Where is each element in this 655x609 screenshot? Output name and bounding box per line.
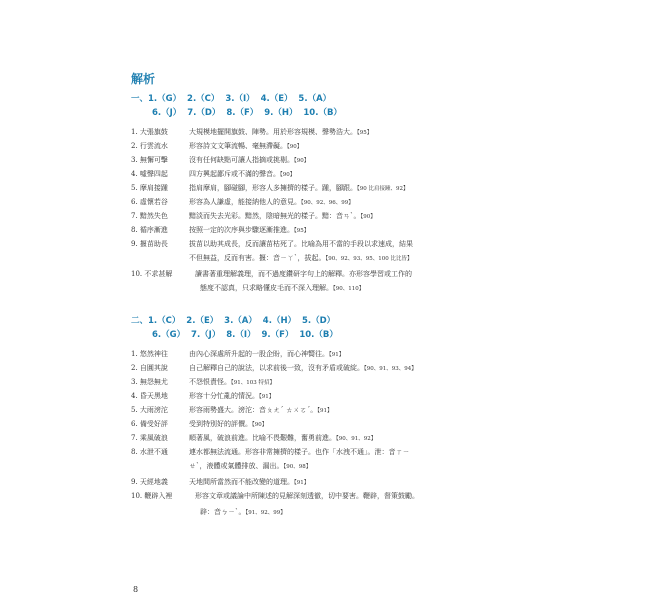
list-item — [131, 238, 531, 251]
item-definition: 形容雨勢盛大。滂沱：音ㄆㄤˊ ㄊㄨㄛˊ。 — [189, 406, 318, 414]
list-item — [131, 446, 531, 459]
list-item — [131, 362, 531, 375]
item-reference: 【91】 — [259, 394, 275, 400]
item-definition: 受到特別好的評價。 — [189, 420, 252, 428]
item-reference: 【90、92、93、95、100 比比皆】 — [325, 256, 413, 262]
item-definition: 形容為人謙虛，能接納他人的意見。 — [189, 198, 301, 206]
item-definition: 天地間所當然而不能改變的道理。 — [189, 478, 294, 486]
item-reference: 【90、91、93、94】 — [364, 366, 417, 372]
item-term: 3. 無懈可擊 — [131, 156, 168, 164]
answers-line-1b: 6.（J） 7.（D） 8.（F） 9.（H） 10.（B） — [152, 108, 342, 118]
item-term: 10. 不求甚解 — [131, 270, 173, 278]
answers-line-2a: 二、1.（C） 2.（E） 3.（A） 4.（H） 5.（D） — [131, 316, 336, 326]
list-item — [131, 140, 531, 153]
item-continuation — [189, 252, 413, 265]
item-reference: 【91、103 特招】 — [231, 380, 275, 386]
list-item — [131, 126, 531, 139]
item-reference: 【90、110】 — [333, 286, 365, 292]
item-reference: 【90、92、96、99】 — [301, 200, 354, 206]
item-definition: 不怨恨責怪。 — [189, 378, 231, 386]
item-term: 10. 鞭辟入裡 — [131, 492, 173, 500]
item-continuation — [200, 506, 286, 519]
item-term: 5. 摩肩接踵 — [131, 184, 168, 192]
item-term: 1. 悠然神往 — [131, 350, 168, 358]
item-reference: 【91】 — [294, 480, 310, 486]
list-item — [131, 168, 531, 181]
item-reference: 【90】 — [360, 214, 376, 220]
item-term: 9. 天經地義 — [131, 478, 168, 486]
answers-line-2b: 6.（G） 7.（J） 8.（I） 9.（F） 10.（B） — [152, 330, 338, 340]
list-item — [131, 348, 531, 361]
list-item — [131, 490, 531, 503]
item-term: 2. 自圓其說 — [131, 364, 168, 372]
item-reference: 【90】 — [280, 172, 296, 178]
item-definition: 由內心深處所升起的一股企盼，而心神嚮往。 — [189, 350, 329, 358]
continuation-text: ㄝˋ，液體或氣體排放、漏出。 — [189, 462, 284, 470]
item-reference: 【90、91、92】 — [336, 436, 377, 442]
item-term: 9. 揠苗助長 — [131, 240, 168, 248]
item-definition: 按照一定的次序與步驟逐漸推進。 — [189, 226, 294, 234]
item-term: 5. 大雨滂沱 — [131, 406, 168, 414]
page-number: 8 — [133, 585, 139, 594]
item-reference: 【90】 — [287, 144, 303, 150]
item-reference: 【91】 — [329, 352, 345, 358]
list-item — [131, 196, 531, 209]
item-definition: 形容十分忙亂的情況。 — [189, 392, 259, 400]
item-term: 8. 循序漸進 — [131, 226, 168, 234]
list-item — [131, 224, 531, 237]
item-reference: 【90】 — [294, 158, 310, 164]
item-reference: 【90 比肩接踵、92】 — [357, 186, 409, 192]
item-reference: 【90】 — [252, 422, 268, 428]
item-definition: 大規模地擺開旗鼓、陣勢。用於形容規模、聲勢浩大。 — [189, 128, 357, 136]
list-item — [131, 268, 531, 281]
item-term: 1. 大張旗鼓 — [131, 128, 168, 136]
item-reference: 【95】 — [357, 130, 373, 136]
item-reference: 【91】 — [317, 408, 333, 414]
item-definition: 連水都無法流通。形容非常擁擠的樣子。也作「水洩不通」。泄：音ㄒㄧ — [189, 448, 410, 456]
item-definition: 自己解釋自己的說法，以求前後一致，沒有矛盾或破綻。 — [189, 364, 364, 372]
list-item — [131, 404, 531, 417]
continuation-text: 態度不認真，只求略懂皮毛而不深入理解。 — [200, 284, 333, 292]
item-term: 7. 黯然失色 — [131, 212, 168, 220]
item-term: 6. 虛懷若谷 — [131, 198, 168, 206]
item-term: 3. 無怨無尤 — [131, 378, 168, 386]
item-definition: 讀書著重理解義理，而不過度鑽研字句上的解釋。亦形容學習或工作的 — [195, 270, 412, 278]
item-definition: 沒有任何缺點可讓人指摘或挑剔。 — [189, 156, 294, 164]
answers-line-1a: 一、1.（G） 2.（C） 3.（I） 4.（E） 5.（A） — [131, 94, 332, 104]
list-item — [131, 390, 531, 403]
item-definition: 形容文章或議論中所陳述的見解深刻透徹，切中要害。鞭辟，督策鼓勵。 — [195, 492, 419, 500]
item-continuation — [189, 460, 311, 473]
list-item — [131, 210, 531, 223]
item-term: 8. 水泄不通 — [131, 448, 168, 456]
item-definition: 形容詩文文筆流暢、毫無滯礙。 — [189, 142, 287, 150]
item-term: 4. 昏天黑地 — [131, 392, 168, 400]
item-definition: 四方興起鄙斥或不滿的聲音。 — [189, 170, 280, 178]
list-item — [131, 432, 531, 445]
list-item — [131, 376, 531, 389]
item-term: 2. 行雲流水 — [131, 142, 168, 150]
continuation-text: 辟：音ㄅㄧˋ。 — [200, 508, 246, 516]
item-term: 4. 噓聲四起 — [131, 170, 168, 178]
item-term: 7. 乘風破浪 — [131, 434, 168, 442]
item-definition: 順著風，破浪前進。比喻不畏艱難，奮勇前進。 — [189, 434, 336, 442]
section-title: 解析 — [131, 72, 156, 86]
list-item — [131, 154, 531, 167]
list-item — [131, 476, 531, 489]
item-definition: 黯淡而失去光彩。黯然，陰暗無光的樣子。黯：音ㄢˋ。 — [189, 212, 361, 220]
item-reference: 【90、98】 — [283, 464, 312, 470]
list-item — [131, 418, 531, 431]
item-reference: 【91、92、99】 — [245, 510, 286, 516]
item-term: 6. 備受好評 — [131, 420, 168, 428]
item-definition: 拔苗以助其成長，反而讓苗枯死了。比喻為用不當的手段以求速成，結果 — [189, 240, 413, 248]
item-definition: 指肩摩肩，腳碰腳，形容人多擁擠的樣子。踵，腳跟。 — [189, 184, 357, 192]
continuation-text: 不但無益，反而有害。揠：音ㄧㄚˋ，拔起。 — [189, 254, 326, 262]
list-item — [131, 182, 531, 195]
item-reference: 【95】 — [294, 228, 310, 234]
item-continuation — [200, 282, 364, 295]
